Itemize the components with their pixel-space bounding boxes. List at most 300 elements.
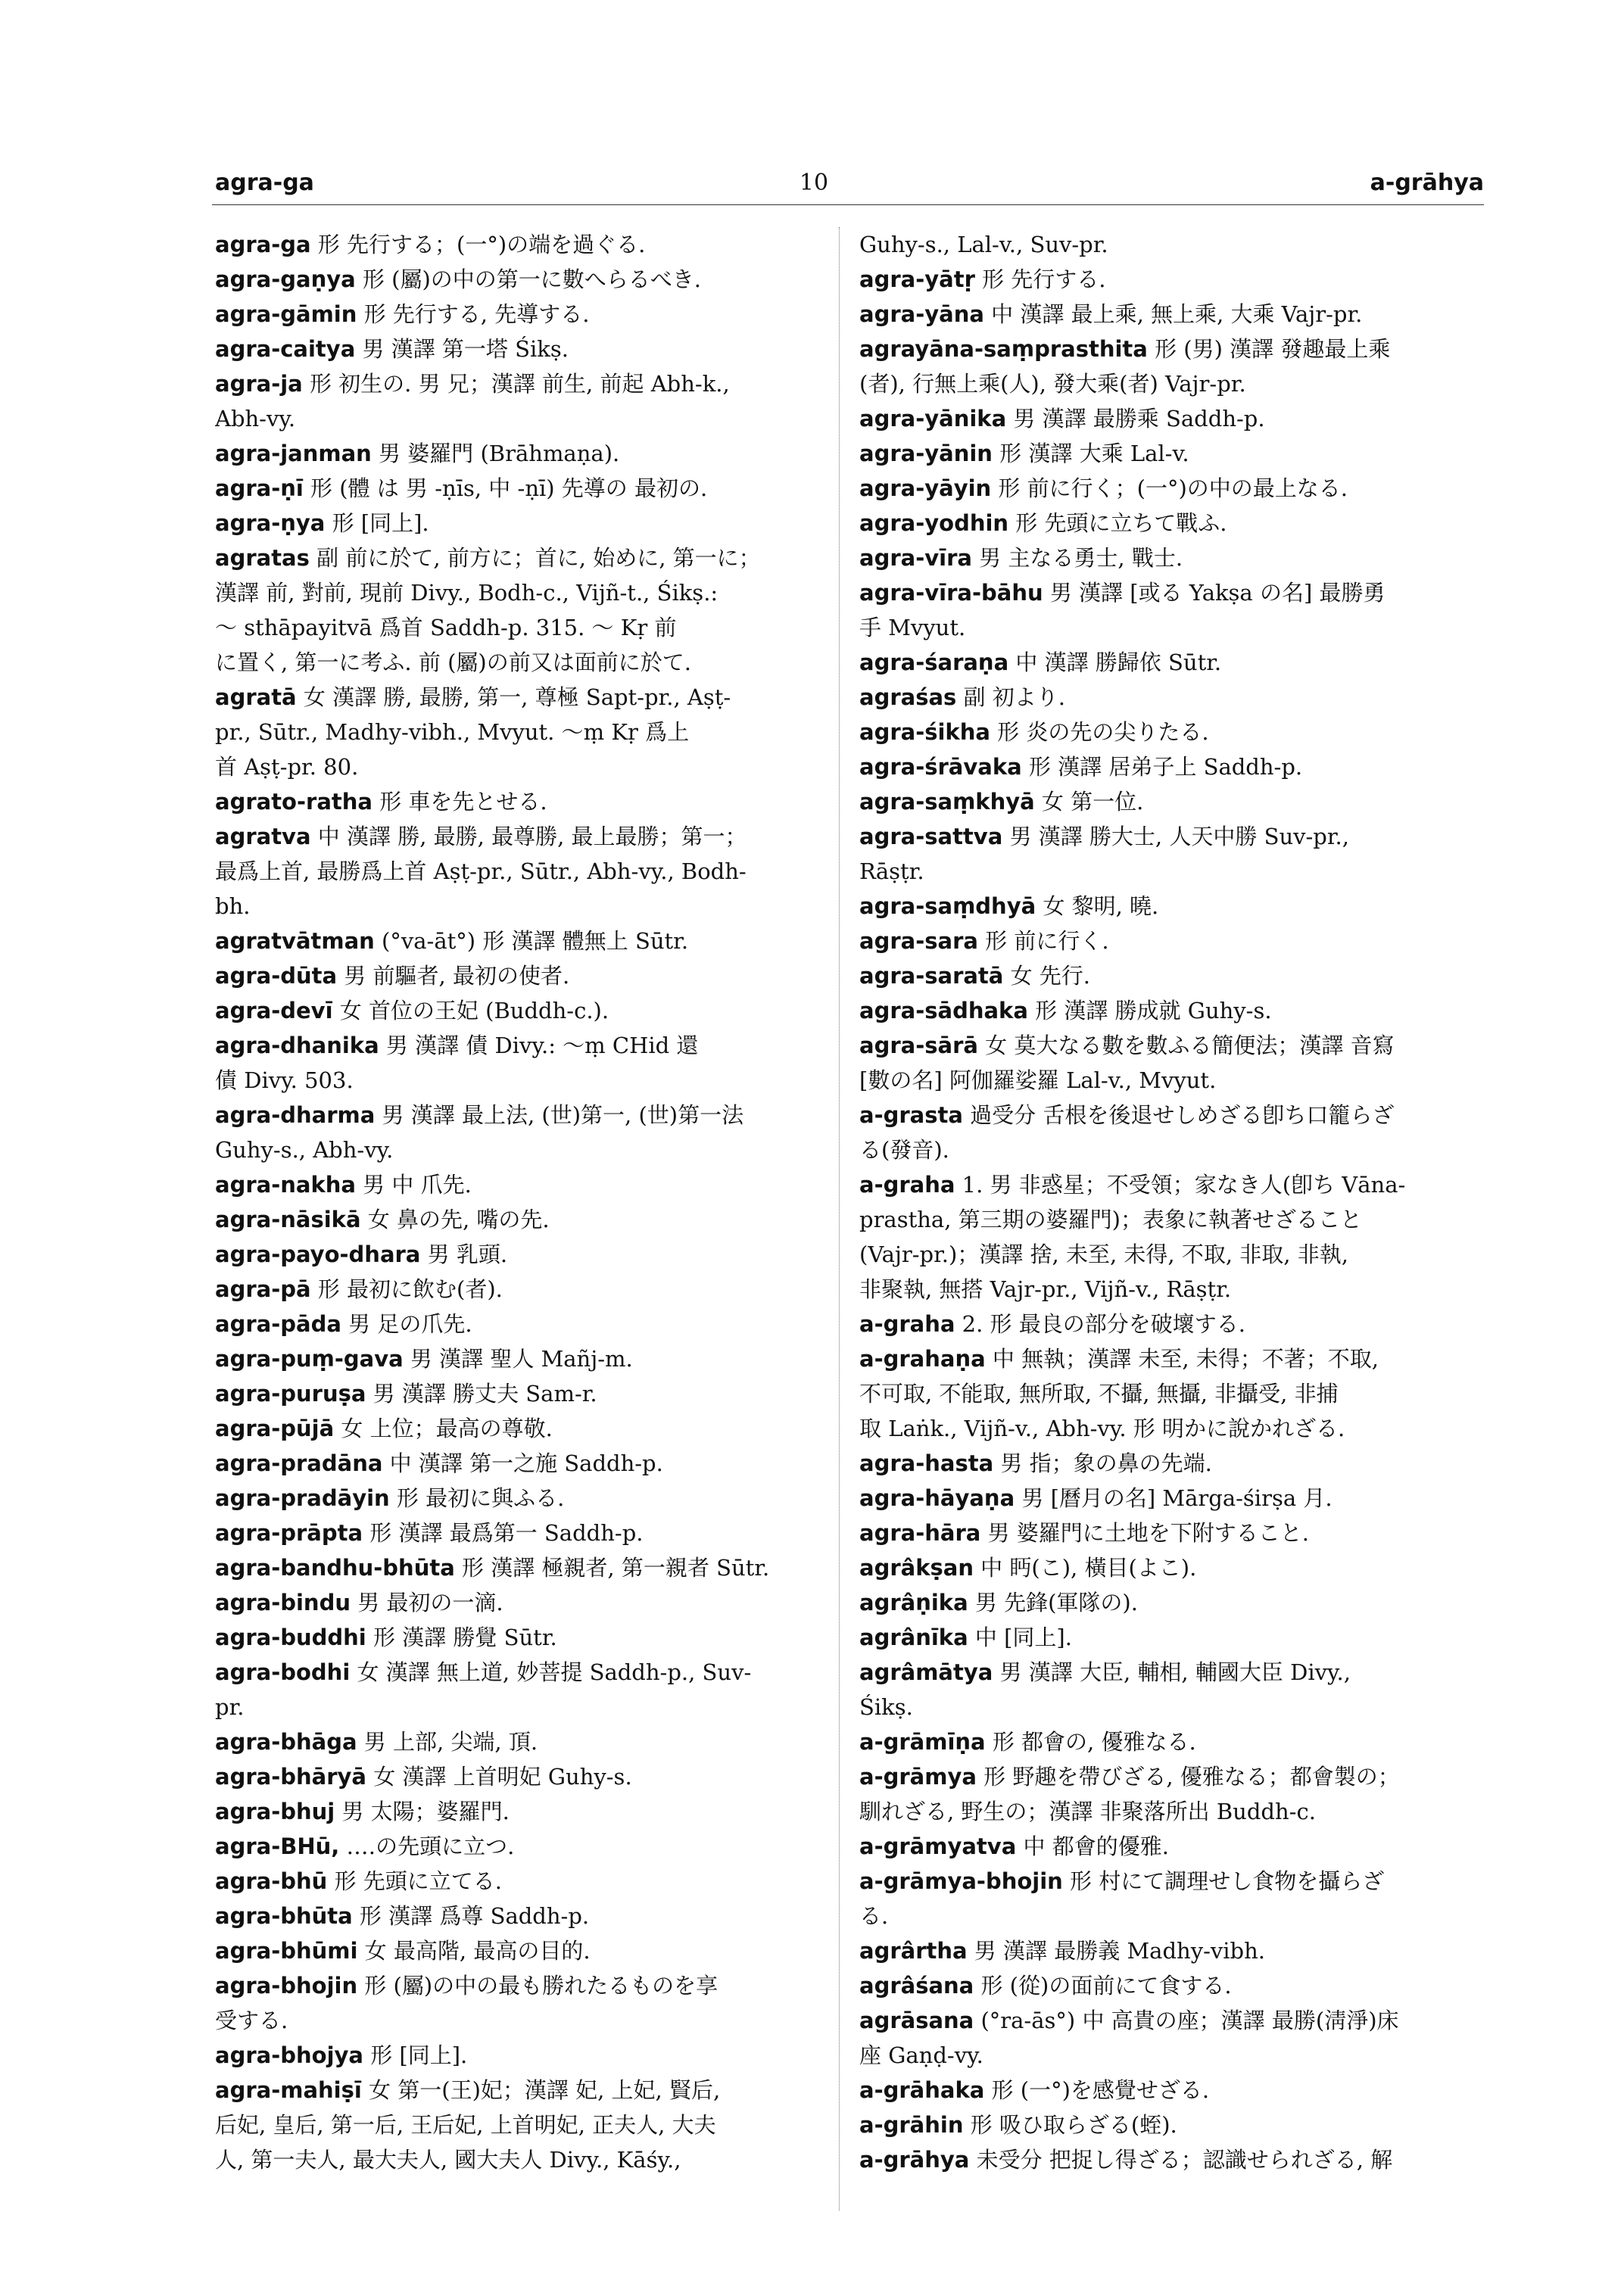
definition-text: (者), 行無上乘(人), 發大乘(者) Vajr-pr. (859, 371, 1246, 397)
entry-line (215, 2038, 824, 2073)
entry-line (859, 749, 1469, 784)
entry-line (859, 1585, 1469, 1620)
headword: agrâkṣan (859, 1555, 974, 1581)
headword: a-grasta (859, 1102, 963, 1128)
headword: agra-sattva (859, 824, 1003, 849)
definition-text: Śikṣ. (859, 1694, 913, 1720)
entry-continuation-line (215, 645, 824, 680)
definition-text: Guhy-s., Abh-vy. (215, 1137, 394, 1163)
headword: a-grāhin (859, 2112, 964, 2138)
definition-text: 男 上部, 尖端, 頂. (357, 1729, 538, 1755)
definition-text: 女 首位の王妃 (Buddh-c.). (332, 998, 609, 1023)
definition-text: 形 漢譯 勝覺 Sūtr. (366, 1625, 557, 1650)
entry-line (859, 819, 1469, 854)
definition-text: 形 [同上]. (363, 2042, 468, 2068)
entry-line (859, 2142, 1469, 2177)
definition-text: 形 村にて調理せし食物を攝らざ (1062, 1868, 1385, 1894)
entry-continuation-line (215, 889, 824, 924)
entry-line (215, 1098, 824, 1132)
headword: agra-ga (215, 232, 311, 257)
entry-line (215, 1794, 824, 1829)
definition-text: 女 漢譯 上首明妃 Guhy-s. (366, 1764, 632, 1790)
entry-line (215, 1759, 824, 1794)
entry-line (215, 436, 824, 471)
headword: agra-bhuj (215, 1799, 335, 1824)
definition-text: 男 婆羅門 (Brāhmaṇa). (371, 441, 620, 466)
headword: agra-pradāna (215, 1450, 383, 1476)
entry-continuation-line (215, 1132, 824, 1167)
headword: agra-mahiṣī (215, 2077, 362, 2103)
entry-continuation-line (215, 2142, 824, 2177)
entry-line (215, 1933, 824, 1968)
entry-line (859, 1446, 1469, 1481)
headword: agra-BHū, (215, 1833, 340, 1859)
definition-text: 中 漢譯 勝, 最勝, 最尊勝, 最上最勝；第一； (310, 824, 747, 849)
headword: agraśas (859, 684, 957, 710)
definition-text: 形 最初に飲む(者). (310, 1276, 503, 1302)
headword: agra-yodhin (859, 510, 1009, 536)
entry-line (859, 1098, 1469, 1132)
headword: agra-bhū (215, 1868, 328, 1894)
definition-text: 形 漢譯 爲尊 Saddh-p. (352, 1903, 590, 1929)
entry-line (859, 645, 1469, 680)
definition-text: 男 漢譯 最上法, (世)第一, (世)第一法 (375, 1102, 744, 1128)
definition-text: 座 Gaṇḍ-vy. (859, 2042, 983, 2068)
entry-line (215, 1550, 824, 1585)
entry-line (859, 436, 1469, 471)
entry-continuation-line (215, 2108, 824, 2142)
headword: agra-bindu (215, 1590, 351, 1615)
entry-continuation-line (859, 1794, 1469, 1829)
headword: agra-saratā (859, 963, 1004, 989)
entry-line (859, 1481, 1469, 1516)
headword: agrârtha (859, 1938, 968, 1964)
entry-continuation-line (859, 227, 1469, 262)
definition-text: 馴れざる, 野生の；漢譯 非聚落所出 Buddh-c. (859, 1799, 1316, 1824)
definition-text: 過受分 舌根を後退せしめざる卽ち口籠らざ (962, 1102, 1395, 1128)
headword: agra-nāsikā (215, 1207, 361, 1232)
entry-line (215, 471, 824, 506)
entry-continuation-line (215, 749, 824, 784)
definition-text: 中 漢譯 第一之施 Saddh-p. (382, 1450, 663, 1476)
definition-text: 形 先頭に立てる. (327, 1868, 502, 1894)
definition-text: 形 漢譯 大乘 Lal-v. (992, 441, 1189, 466)
entry-line (215, 1202, 824, 1237)
entry-line (215, 1724, 824, 1759)
headword: agra-śrāvaka (859, 754, 1022, 780)
entry-line (215, 1446, 824, 1481)
definition-text: 女 先行. (1003, 963, 1091, 989)
right-column (859, 227, 1469, 2177)
definition-text: 男 前驅者, 最初の使者. (337, 963, 570, 989)
entry-line (215, 993, 824, 1028)
entry-line (215, 1167, 824, 1202)
definition-text: 取 Laṅk., Vijñ-v., Abh-vy. 形 明かに說かれざる. (859, 1416, 1345, 1441)
definition-text: 形 (屬)の中の最も勝れたるものを享 (357, 1973, 718, 1999)
headword: agra-dharma (215, 1102, 376, 1128)
entry-line (215, 924, 824, 958)
definition-text: 男 漢譯 最勝乘 Saddh-p. (1006, 406, 1265, 431)
entry-line (859, 332, 1469, 366)
entry-line (215, 506, 824, 541)
definition-text: ‥‥の先頭に立つ. (339, 1833, 515, 1859)
entry-line (859, 1167, 1469, 1202)
entry-line (859, 401, 1469, 436)
definition-text: Guhy-s., Lal-v., Suv-pr. (859, 232, 1108, 257)
headword: agratvātman (215, 928, 375, 954)
entry-line (215, 1272, 824, 1307)
entry-continuation-line (859, 1272, 1469, 1307)
entry-line (859, 297, 1469, 332)
entry-line (215, 1864, 824, 1899)
headword: agra-vīra (859, 545, 972, 571)
headword: agra-bhojya (215, 2042, 363, 2068)
definition-text: 形 (男) 漢譯 發趣最上乘 (1147, 336, 1391, 362)
definition-text: 形 [同上]. (325, 510, 429, 536)
definition-text: (°va-āt°) 形 漢譯 體無上 Sūtr. (374, 928, 689, 954)
headword: agra-pradāyin (215, 1485, 390, 1511)
entry-line (215, 297, 824, 332)
definition-text: 男 漢譯 第一塔 Śikṣ. (355, 336, 569, 362)
entry-line (859, 1307, 1469, 1341)
headword: agra-yāna (859, 301, 984, 327)
definition-text: Abh-vy. (215, 406, 296, 431)
definition-text: 形 吸ひ取らざる(蛭). (963, 2112, 1177, 2138)
headword: agra-payo-dhara (215, 1242, 421, 1267)
definition-text: 男 漢譯 [或る Yakṣa の名] 最勝勇 (1043, 580, 1386, 606)
headword: agra-bhāga (215, 1729, 357, 1755)
definition-text: 形 (從)の面前にて食する. (974, 1973, 1232, 1999)
definition-text: 未受分 把捉し得ざる；認識せられざる, 解 (969, 2147, 1393, 2173)
entry-continuation-line (859, 1411, 1469, 1446)
definition-text: 女 莫大なる數を數ふる簡便法；漢譯 音寫 (977, 1033, 1395, 1058)
entry-continuation-line (859, 1899, 1469, 1933)
entry-continuation-line (859, 1237, 1469, 1272)
entry-line (859, 1829, 1469, 1864)
left-column (215, 227, 824, 2177)
entry-line (859, 506, 1469, 541)
entry-line (215, 1028, 824, 1063)
definition-text: 男 [曆月の名] Mārga-śirṣa 月. (1015, 1485, 1333, 1511)
definition-text: る. (859, 1903, 889, 1929)
header-left-guideword: agra-ga (215, 170, 314, 196)
entry-line (215, 1829, 824, 1864)
entry-line (215, 1376, 824, 1411)
definition-text: 男 漢譯 勝丈夫 Sam-r. (366, 1381, 597, 1407)
entry-continuation-line (215, 854, 824, 889)
definition-text: 形 前に行く. (977, 928, 1109, 954)
entry-line (859, 1759, 1469, 1794)
definition-text: 手 Mvyut. (859, 615, 966, 640)
header-right-guideword: a-grāhya (1370, 170, 1484, 196)
headword: agra-prāpta (215, 1520, 363, 1546)
entry-line (215, 1237, 824, 1272)
entry-line (859, 262, 1469, 297)
definition-text: pr., Sūtr., Madhy-vibh., Mvyut. 〜ṃ Kṛ 爲上 (215, 719, 690, 745)
headword: agra-yāyin (859, 475, 992, 501)
definition-text: 形 漢譯 最爲第一 Saddh-p. (363, 1520, 644, 1546)
entry-line (215, 1899, 824, 1933)
definition-text: 副 初より. (956, 684, 1065, 710)
entry-line (215, 1341, 824, 1376)
entry-continuation-line (859, 2038, 1469, 2073)
entry-continuation-line (859, 610, 1469, 645)
entry-line (859, 541, 1469, 575)
headword: agra-pūjā (215, 1416, 335, 1441)
definition-text: 女 上位；最高の尊敬. (334, 1416, 553, 1441)
definition-text: 男 足の爪先. (341, 1311, 472, 1337)
entry-line (859, 1655, 1469, 1690)
entry-line (859, 715, 1469, 749)
headword: agra-sara (859, 928, 978, 954)
entry-line (859, 1968, 1469, 2003)
headword: a-graha (859, 1172, 955, 1198)
definition-text: 男 中 爪先. (355, 1172, 472, 1198)
definition-text: pr. (215, 1694, 245, 1720)
entry-continuation-line (215, 2003, 824, 2038)
entry-line (215, 332, 824, 366)
definition-text: 形 漢譯 極親者, 第一親者 Sūtr. (454, 1555, 770, 1581)
headword: agra-sādhaka (859, 998, 1028, 1023)
headword: agra-vīra-bāhu (859, 580, 1043, 606)
entry-line (215, 1411, 824, 1446)
definition-text: 形 初生の. 男 兄；漢譯 前生, 前起 Abh-k., (302, 371, 730, 397)
headword: a-grāhya (859, 2147, 970, 2173)
entry-line (859, 1516, 1469, 1550)
headword: agra-saṃdhyā (859, 893, 1036, 919)
headword: agrayāna-saṃprasthita (859, 336, 1148, 362)
entry-line (215, 819, 824, 854)
definition-text: 中 都會的優雅. (1016, 1833, 1169, 1859)
definition-text: 男 乳頭. (420, 1242, 508, 1267)
entry-line (215, 262, 824, 297)
definition-text: 形 (體 は 男 -ṇīs, 中 -ṇī) 先導の 最初の. (303, 475, 708, 501)
entry-line (859, 889, 1469, 924)
entry-continuation-line (859, 1063, 1469, 1098)
definition-text: 中 漢譯 勝歸依 Sūtr. (1008, 650, 1222, 675)
definition-text: 副 前に於て, 前方に；首に, 始めに, 第一に； (309, 545, 761, 571)
entry-continuation-line (215, 610, 824, 645)
entry-continuation-line (859, 854, 1469, 889)
headword: agrāsana (859, 2008, 974, 2033)
entry-line (859, 471, 1469, 506)
page-number: 10 (799, 170, 829, 196)
entry-line (215, 541, 824, 575)
entry-line (859, 993, 1469, 1028)
definition-text: 〜 sthāpayitvā 爲首 Saddh-p. 315. 〜 Kṛ 前 (215, 615, 677, 640)
definition-text: 1. 男 非惑星；不受領；家なき人(卽ち Vāna- (955, 1172, 1406, 1198)
entry-line (859, 2003, 1469, 2038)
definition-text: 中 漢譯 最上乘, 無上乘, 大乘 Vajr-pr. (983, 301, 1363, 327)
headword: a-grāmya-bhojin (859, 1868, 1063, 1894)
headword: agra-caitya (215, 336, 356, 362)
definition-text: る(發音). (859, 1137, 949, 1163)
definition-text: 男 漢譯 最勝義 Madhy-vibh. (967, 1938, 1265, 1964)
definition-text: 男 漢譯 債 Divy.: 〜ṃ CHid 還 (379, 1033, 699, 1058)
entry-line (859, 1864, 1469, 1899)
definition-text: 女 鼻の先, 嘴の先. (360, 1207, 550, 1232)
definition-text: 形 漢譯 居弟子上 Saddh-p. (1021, 754, 1303, 780)
definition-text: 男 太陽；婆羅門. (335, 1799, 510, 1824)
entry-line (859, 1620, 1469, 1655)
definition-text: 形 前に行く；(一°)の中の最上なる. (991, 475, 1348, 501)
definition-text: bh. (215, 893, 251, 919)
headword: agrâṇika (859, 1590, 968, 1615)
entry-line (859, 575, 1469, 610)
entry-line (859, 958, 1469, 993)
headword: agratā (215, 684, 297, 710)
definition-text: 男 指；象の鼻の先端. (993, 1450, 1212, 1476)
definition-text: に置く, 第一に考ふ. 前 (屬)の前又は面前に於て. (215, 650, 691, 675)
definition-text: 中 無執；漢譯 未至, 未得；不著；不取, (985, 1346, 1379, 1372)
headword: agra-puruṣa (215, 1381, 366, 1407)
entry-continuation-line (859, 1376, 1469, 1411)
headword: agra-gaṇya (215, 266, 356, 292)
definition-text: 男 漢譯 大臣, 輔相, 輔國大臣 Divy., (993, 1659, 1351, 1685)
definition-text: 形 車を先とせる. (372, 789, 547, 815)
definition-text: Rāṣṭr. (859, 858, 924, 884)
entry-line (859, 1933, 1469, 1968)
definition-text: 人, 第一夫人, 最大夫人, 國大夫人 Divy., Kāśy., (215, 2147, 681, 2173)
definition-text: 2. 形 最良の部分を破壞する. (955, 1311, 1245, 1337)
entry-line (859, 1341, 1469, 1376)
entry-continuation-line (859, 1132, 1469, 1167)
headword: agra-śaraṇa (859, 650, 1009, 675)
headword: agra-bhūta (215, 1903, 353, 1929)
headword: agra-bandhu-bhūta (215, 1555, 455, 1581)
definition-text: 漢譯 前, 對前, 現前 Divy., Bodh-c., Vijñ-t., Śikṣ.: (215, 580, 718, 606)
headword: agra-devī (215, 998, 333, 1023)
headword: agra-saṃkhyā (859, 789, 1035, 815)
definition-text: 債 Divy. 503. (215, 1067, 354, 1093)
entry-line (215, 1655, 824, 1690)
definition-text: 形 先頭に立ちて戰ふ. (1008, 510, 1227, 536)
entry-continuation-line (215, 1063, 824, 1098)
definition-text: 男 最初の一滴. (350, 1590, 503, 1615)
entry-line (215, 1481, 824, 1516)
definition-text: prastha, 第三期の婆羅門)；表象に執著せざること (859, 1207, 1362, 1232)
definition-text: 女 第一位. (1034, 789, 1144, 815)
definition-text: [數の名] 阿伽羅娑羅 Lal-v., Mvyut. (859, 1067, 1217, 1093)
headword: agra-ja (215, 371, 303, 397)
definition-text: 形 先行する；(一°)の端を過ぐる. (310, 232, 646, 257)
entry-line (215, 784, 824, 819)
headword: agra-dūta (215, 963, 338, 989)
headword: agrâśana (859, 1973, 974, 1999)
headword: agra-bhāryā (215, 1764, 366, 1790)
definition-text: (°ra-ās°) 中 高貴の座；漢譯 最勝(淸淨)床 (974, 2008, 1399, 2033)
headword: agra-hāra (859, 1520, 981, 1546)
header-rule (212, 204, 1484, 205)
definition-text: 女 漢譯 勝, 最勝, 第一, 尊極 Sapt-pr., Aṣṭ- (296, 684, 731, 710)
headword: a-grāmīṇa (859, 1729, 986, 1755)
entry-line (859, 784, 1469, 819)
headword: agra-dhanika (215, 1033, 379, 1058)
definition-text: 形 都會の, 優雅なる. (985, 1729, 1196, 1755)
headword: agra-yānika (859, 406, 1007, 431)
headword: agra-bodhi (215, 1659, 351, 1685)
entry-line (215, 227, 824, 262)
entry-line (859, 2108, 1469, 2142)
headword: agra-yānin (859, 441, 993, 466)
definition-text: 形 野趣を帶びざる, 優雅なる；都會製の； (976, 1764, 1400, 1790)
definition-text: 非聚執, 無搭 Vajr-pr., Vijñ-v., Rāṣṭr. (859, 1276, 1232, 1302)
headword: agrâmātya (859, 1659, 993, 1685)
entry-continuation-line (215, 715, 824, 749)
definition-text: 形 炎の先の尖りたる. (990, 719, 1209, 745)
entry-line (215, 1307, 824, 1341)
entry-continuation-line (859, 1202, 1469, 1237)
headword: a-grāmyatva (859, 1833, 1017, 1859)
headword: a-grāhaka (859, 2077, 985, 2103)
entry-line (215, 1516, 824, 1550)
definition-text: 女 黎明, 曉. (1036, 893, 1159, 919)
entry-line (215, 1585, 824, 1620)
definition-text: 形 先行する. (974, 266, 1106, 292)
definition-text: 形 (屬)の中の第一に數へらるべき. (355, 266, 701, 292)
headword: agra-hāyaṇa (859, 1485, 1015, 1511)
headword: agrato-ratha (215, 789, 372, 815)
headword: a-grāmya (859, 1764, 977, 1790)
entry-line (215, 2073, 824, 2108)
headword: agra-bhūmi (215, 1938, 358, 1964)
headword: a-graha (859, 1311, 955, 1337)
definition-text: 不可取, 不能取, 無所取, 不攝, 無攝, 非攝受, 非捕 (859, 1381, 1339, 1407)
entry-line (215, 1968, 824, 2003)
headword: agra-ṇya (215, 510, 326, 536)
entry-line (859, 1028, 1469, 1063)
headword: agra-bhojin (215, 1973, 358, 1999)
headword: agra-pā (215, 1276, 311, 1302)
entry-line (215, 1620, 824, 1655)
definition-text: 男 主なる勇士, 戰士. (971, 545, 1183, 571)
headword: agra-puṃ-gava (215, 1346, 404, 1372)
definition-text: 形 漢譯 勝成就 Guhy-s. (1027, 998, 1272, 1023)
entry-line (859, 2073, 1469, 2108)
headword: agra-gāmin (215, 301, 357, 327)
definition-text: 受する. (215, 2008, 288, 2033)
definition-text: 最爲上首, 最勝爲上首 Aṣṭ-pr., Sūtr., Abh-vy., Bodh- (215, 858, 747, 884)
entry-line (215, 958, 824, 993)
entry-line (859, 680, 1469, 715)
entry-continuation-line (215, 1690, 824, 1724)
headword: agra-pāda (215, 1311, 341, 1337)
definition-text: 男 先鋒(軍隊の). (968, 1590, 1138, 1615)
definition-text: 首 Aṣṭ-pr. 80. (215, 754, 359, 780)
headword: agratva (215, 824, 311, 849)
definition-text: 男 漢譯 聖人 Mañj-m. (403, 1346, 633, 1372)
definition-text: 形 先行する, 先導する. (357, 301, 590, 327)
headword: agra-yātṛ (859, 266, 975, 292)
entry-line (859, 1550, 1469, 1585)
headword: agra-sārā (859, 1033, 978, 1058)
entry-continuation-line (215, 401, 824, 436)
entry-line (859, 924, 1469, 958)
definition-text: 女 第一(王)妃；漢譯 妃, 上妃, 賢后, (361, 2077, 721, 2103)
definition-text: 形 最初に與ふる. (389, 1485, 565, 1511)
definition-text: 中 [同上]. (968, 1625, 1072, 1650)
headword: agratas (215, 545, 310, 571)
entry-continuation-line (859, 366, 1469, 401)
definition-text: 女 最高階, 最高の目的. (357, 1938, 591, 1964)
column-divider (839, 227, 840, 2210)
definition-text: 女 漢譯 無上道, 妙菩提 Saddh-p., Suv- (350, 1659, 752, 1685)
entry-line (215, 680, 824, 715)
headword: agra-nakha (215, 1172, 356, 1198)
definition-text: 中 眄(こ), 橫目(よこ). (973, 1555, 1197, 1581)
entry-line (215, 366, 824, 401)
entry-line (859, 1724, 1469, 1759)
